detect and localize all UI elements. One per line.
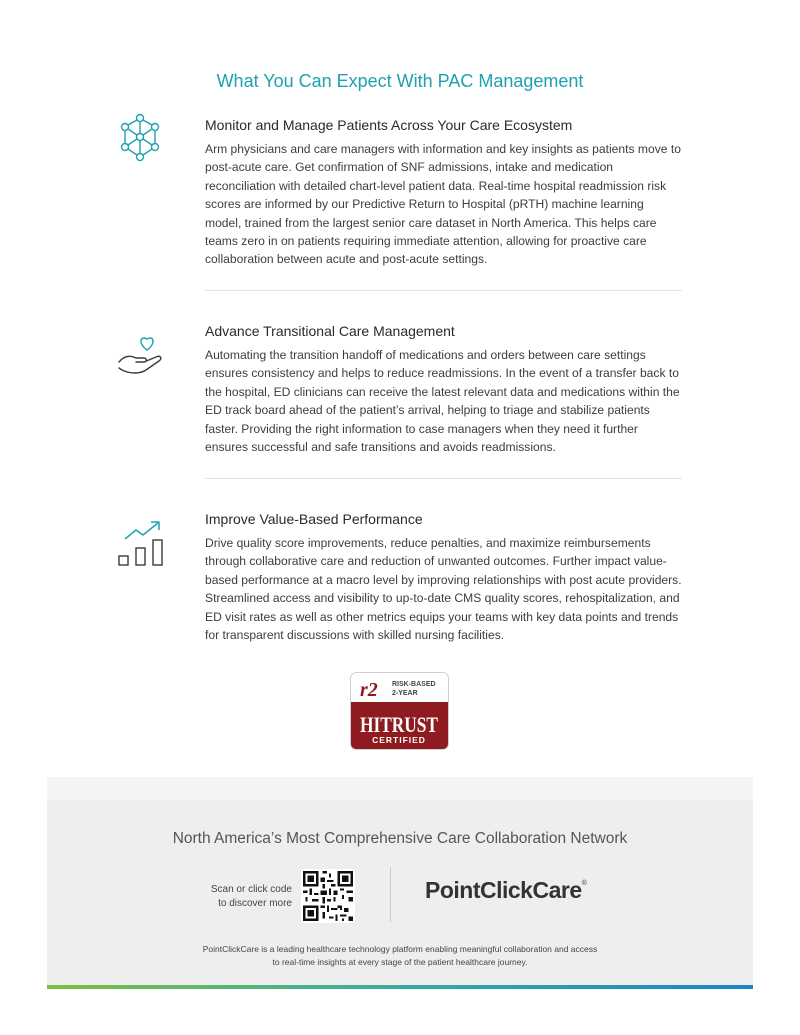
- section-transitional-care: [205, 323, 683, 456]
- scan-line-1: Scan or click code: [210, 884, 292, 895]
- scan-text: [167, 883, 292, 911]
- section-care-ecosystem: [205, 117, 683, 269]
- footer-description: [47, 943, 753, 969]
- section-value-based: [205, 511, 683, 644]
- footer-top-band: [47, 777, 753, 800]
- footer-gradient-bar: [47, 985, 753, 989]
- heart-hand-icon: [116, 330, 166, 376]
- pointclickcare-logo[interactable]: [425, 877, 586, 904]
- section-body: Arm physicians and care managers with information and key insights as patients move to post-acute care. Get confirmation of SNF admissions, intake and medication reconciliation with detailed chart-level patient data. Real-time hospital readmission risk scores are informed by our Predictive Return to Hospital (pRTH) machine learning model, trained from the largest senior care dataset in North America. This helps care teams zero in on patients requiring immediate attention, allowing for proactive care collaboration between acute and post-acute settings.: [205, 142, 681, 267]
- hitrust-badge: [350, 672, 449, 750]
- section-body: Automating the transition handoff of medications and orders between care settings ensures consistency and helps to reduce readmissions. In the event of a transfer back to the hospital, ED clinicians can receive the latest relevant data and medications within the ED track board ahead of the patient’s arrival, helping to triage and stabilize patients faster. Providing the right information to case managers when they need it further ensures successful and safe transitions and avoids readmissions.: [205, 348, 680, 455]
- bar-chart-trend-icon: [116, 517, 166, 567]
- scan-line-2: to discover more: [218, 898, 292, 909]
- badge-line2: 2-YEAR: [392, 690, 418, 697]
- section-body: Drive quality score improvements, reduce penalties, and maximize reimbursements through collaborative care and reduction of unwanted outcomes. Further impact value-based performance at a macro level by improving relationships with post acute providers. Streamlined access and visibility to up-to-date CMS quality scores, rehospitalization, and ED visit rates as well as other metrics equips your teams with key data points and trends for transparent discussions with skilled nursing facilities.: [205, 536, 682, 643]
- footer-desc-line-1: PointClickCare is a leading healthcare technology platform enabling meaningful collaboration and access: [202, 944, 598, 954]
- section-heading: Monitor and Manage Patients Across Your Care Ecosystem: [205, 117, 573, 133]
- footer: [47, 777, 753, 985]
- footer-title: North America’s Most Comprehensive Care Collaboration Network: [172, 830, 628, 847]
- page-title: What You Can Expect With PAC Management: [216, 71, 584, 91]
- footer-desc-line-2: to real-time insights at every stage of the patient healthcare journey.: [272, 957, 528, 967]
- qr-code[interactable]: [301, 869, 355, 923]
- badge-certified: CERTIFIED: [372, 735, 426, 745]
- divider: [205, 290, 682, 291]
- registered-mark: ®: [581, 880, 587, 887]
- divider: [205, 478, 682, 479]
- logo-text: PointClickCare: [425, 877, 582, 903]
- network-icon: [116, 112, 164, 164]
- badge-r2: r2: [360, 679, 378, 701]
- section-heading: Advance Transitional Care Management: [205, 323, 455, 339]
- footer-separator: [390, 867, 391, 922]
- badge-line1: RISK-BASED: [392, 681, 436, 688]
- section-heading: Improve Value-Based Performance: [205, 511, 423, 527]
- badge-brand: HITRUST: [360, 712, 439, 737]
